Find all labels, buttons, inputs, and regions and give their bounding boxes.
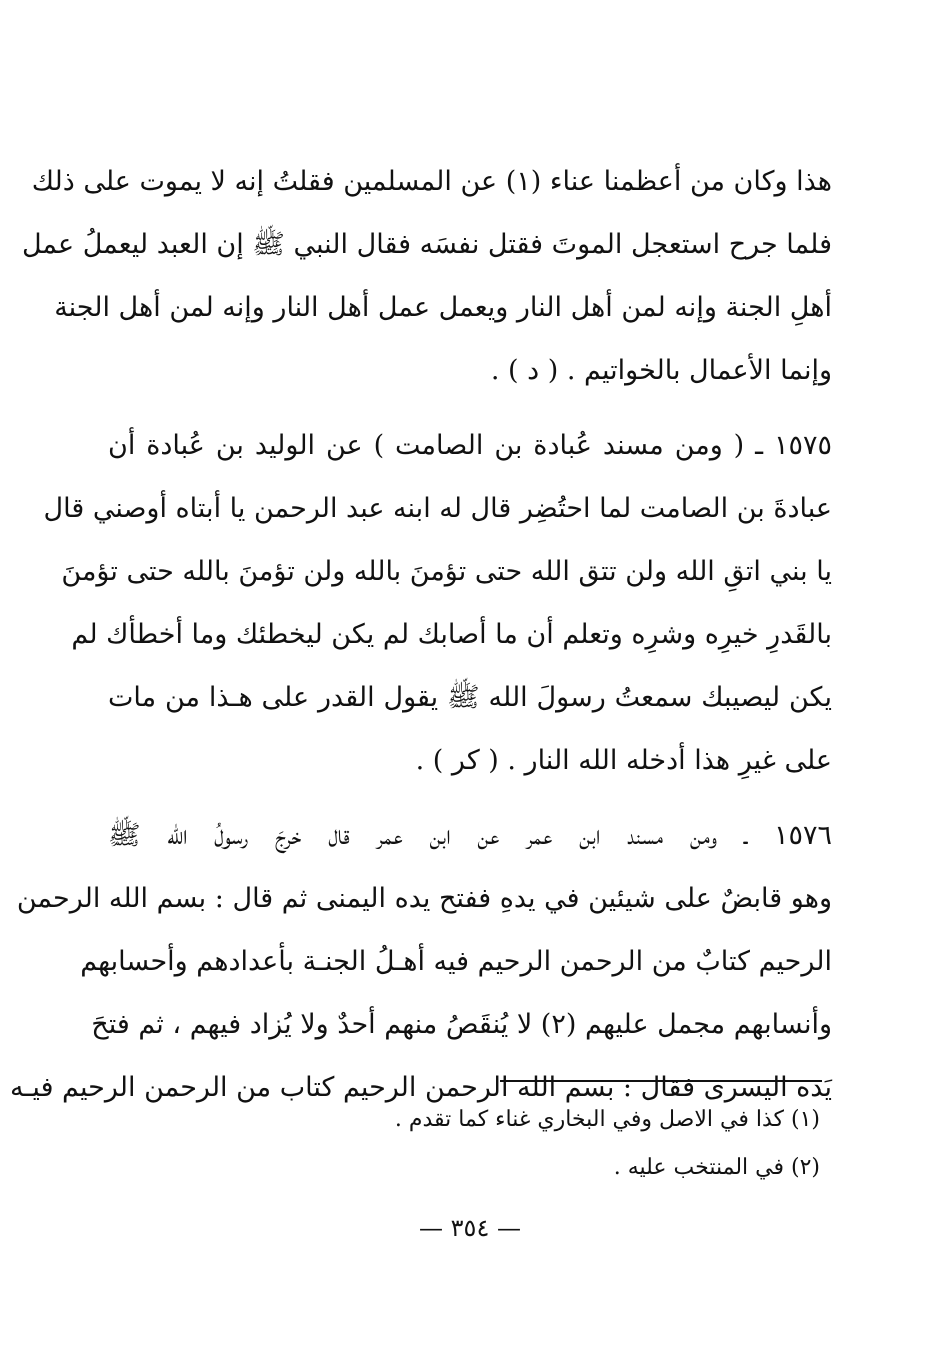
paragraph-1	[21, 150, 832, 402]
text-line: الرحيم كتابٌ من الرحمن الرحيم فيه أهـلُ الجنـة بأعدادهم وأحسابهم	[80, 946, 832, 977]
footnote-2: (٢) في المنتخب عليه .	[613, 1155, 820, 1180]
main-text	[10, 150, 832, 1119]
text-line: بالقَدرِ خيرِه وشرِه وتعلم أن ما أصابك لم يكن ليخطئك وما أخطأك لم	[71, 619, 832, 650]
footnotes	[300, 1096, 820, 1192]
text-line: أهلِ الجنة وإنه لمن أهل النار ويعمل عمل أهل النار وإنه لمن أهل الجنة	[54, 292, 832, 323]
text-line: وأنسابهم مجمل عليهم (٢) لا يُنقَصُ منهم أحدٌ ولا يُزاد فيهم ، ثم فتحَ	[91, 1009, 832, 1040]
text-line: يا بني اتقِ الله ولن تتق الله حتى تؤمنَ بالله ولن تؤمنَ بالله حتى تؤمنَ	[61, 556, 832, 587]
paragraph-1575	[43, 414, 832, 792]
page-number: — ٣٥٤ —	[419, 1214, 521, 1242]
text-line: على غيرِ هذا أدخله الله النار . ( كر ) .	[415, 745, 832, 776]
paragraph-gap	[108, 402, 832, 414]
text-line: ١٥٧٥ ـ ( ومن مسند عُبادة بن الصامت ) عن الوليد بن عُبادة أن	[108, 430, 832, 461]
paragraph-gap	[108, 792, 832, 804]
text-line: عبادةَ بن الصامت لما احتُضِر قال له ابنه عبد الرحمن يا أبتاه أوصني قال	[43, 493, 832, 524]
text-line: ١٥٧٦ ـ ومن مسند ابن عمر عن ابن عمر قال خرجَ رسولُ الله ﷺ	[108, 820, 832, 851]
paragraph-1576	[10, 804, 832, 1119]
text-line: هذا وكان من أعظمنا عناء (١) عن المسلمين فقلتُ إنه لا يموت على ذلك	[31, 166, 832, 197]
footnote-1: (١) كذا في الاصل وفي البخاري غناء كما تقدم .	[394, 1107, 820, 1132]
footnote-divider	[500, 1080, 822, 1082]
text-line: وإنما الأعمال بالخواتيم . ( د ) .	[490, 355, 832, 386]
text-line: يَده اليسرى فقال : بسم الله الرحمن الرحيم كتاب من الرحمن الرحيم فيـه	[10, 1072, 832, 1103]
text-line: يكن ليصيبك سمعتُ رسولَ الله ﷺ يقول القدر على هـذا من مات	[108, 682, 832, 713]
text-line: وهو قابضٌ على شيئين في يدهِ ففتح يده اليمنى ثم قال : بسم الله الرحمن	[16, 883, 832, 914]
text-line: فلما جرح استعجل الموتَ فقتل نفسَه فقال النبي ﷺ إن العبد ليعملُ عمل	[21, 229, 832, 260]
